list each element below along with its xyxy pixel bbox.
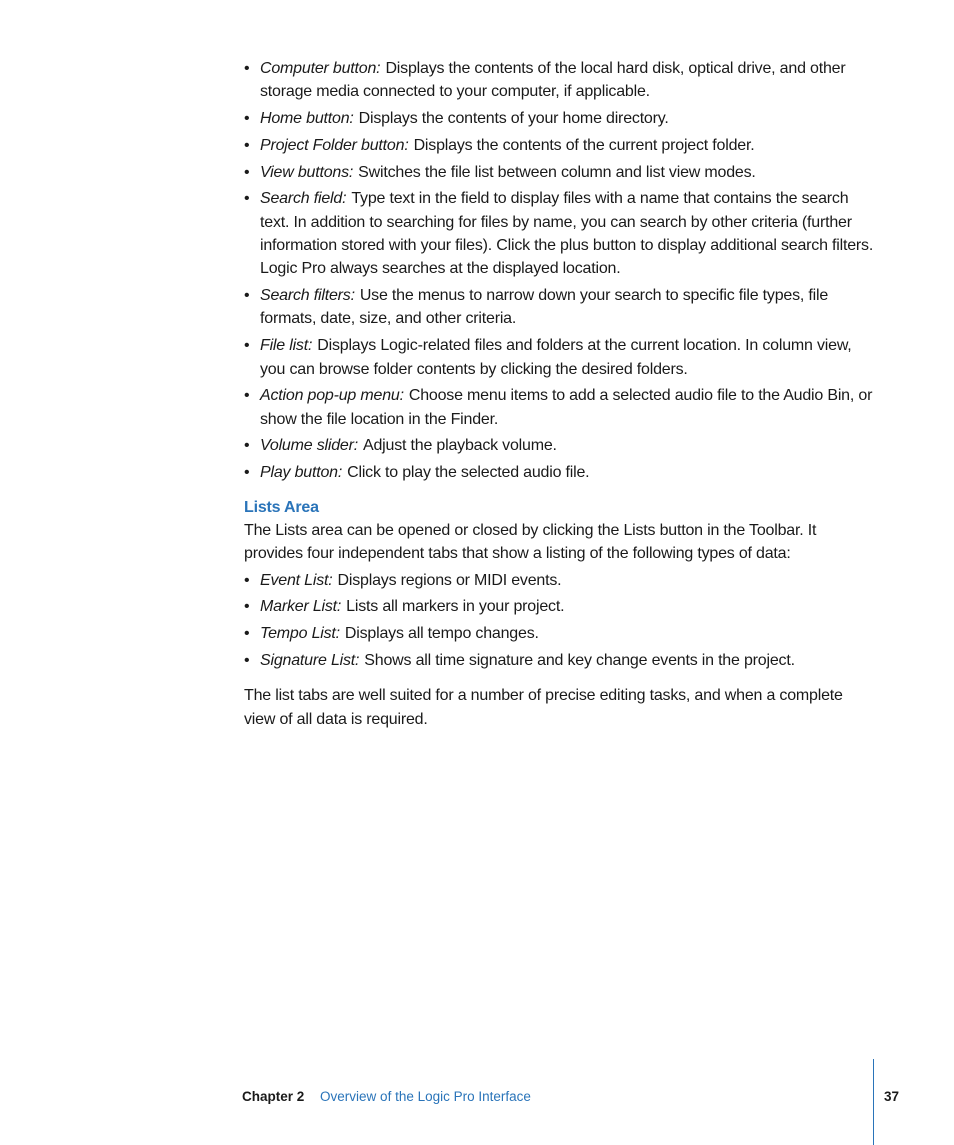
list-item-term: Search filters:: [260, 287, 355, 305]
list-item: [244, 57, 874, 104]
list-item-description: Displays all tempo changes.: [344, 625, 539, 643]
list-item: [244, 461, 874, 484]
list-item-description: Lists all markers in your project.: [346, 598, 565, 616]
bullet-icon: •: [244, 571, 250, 589]
page-number: 37: [884, 1089, 900, 1104]
list-item-description: Switches the file list between column and list view modes.: [358, 163, 756, 181]
section-heading-lists-area: Lists Area: [244, 498, 319, 516]
bullet-icon: •: [244, 625, 250, 643]
interface-bullet-list: [244, 57, 874, 485]
list-item-term: Marker List:: [260, 598, 342, 616]
list-item: [244, 384, 874, 431]
bullet-icon: •: [244, 136, 250, 154]
bullet-icon: •: [244, 387, 250, 405]
list-item: [244, 434, 874, 457]
list-item-term: Computer button:: [260, 60, 381, 77]
lists-area-bullet-list: [244, 569, 874, 673]
list-item: [244, 107, 874, 130]
list-item-term: File list:: [260, 337, 313, 355]
bullet-icon: •: [244, 163, 250, 181]
list-item-term: Play button:: [260, 464, 343, 482]
list-item-term: Action pop-up menu:: [260, 387, 404, 405]
list-item-description: Choose menu items to add a selected audio file to the Audio Bin, or show the file location in the Finder.: [260, 387, 873, 428]
bullet-icon: •: [244, 598, 250, 616]
list-item: [244, 187, 874, 280]
lists-area-closing: The list tabs are well suited for a number of precise editing tasks, and when a complete view of all data is required.: [244, 687, 843, 728]
list-item: [244, 649, 874, 672]
list-item-description: Displays the contents of the local hard disk, optical drive, and other storage media connected to your computer, if applicable.: [260, 60, 846, 101]
list-item: [244, 134, 874, 157]
page-body: [244, 57, 874, 731]
list-item-term: Signature List:: [260, 652, 360, 670]
list-item-description: Shows all time signature and key change events in the project.: [364, 652, 795, 670]
list-item-description: Adjust the playback volume.: [362, 437, 557, 455]
list-item-description: Displays regions or MIDI events.: [337, 571, 562, 589]
bullet-icon: •: [244, 110, 250, 128]
list-item: [244, 161, 874, 184]
bullet-icon: •: [244, 464, 250, 482]
list-item: [244, 284, 874, 331]
list-item-term: Tempo List:: [260, 625, 340, 643]
bullet-icon: •: [244, 437, 250, 455]
list-item: [244, 569, 874, 592]
footer-chapter-label: Chapter 2: [242, 1089, 305, 1104]
list-item-description: Displays Logic-related files and folders at the current location. In column view, you can browse folder contents by clicking the desired folders.: [260, 337, 852, 378]
bullet-icon: •: [244, 190, 250, 208]
list-item: [244, 622, 874, 645]
list-item-description: Type text in the field to display files with a name that contains the search text. In addition to searching for files by name, you can search by other criteria (further information stored with your files). Click the plus button to display additional search filters. Logic Pro always searches at the displayed location.: [260, 190, 874, 278]
list-item-term: Volume slider:: [260, 437, 358, 455]
list-item-term: Search field:: [260, 190, 347, 208]
list-item: [244, 595, 874, 618]
list-item-description: Click to play the selected audio file.: [347, 464, 590, 482]
bullet-icon: •: [244, 337, 250, 355]
bullet-icon: •: [244, 287, 250, 305]
list-item-description: Use the menus to narrow down your search to specific file types, file formats, date, size, and other criteria.: [260, 287, 829, 328]
footer-divider: [873, 1059, 874, 1145]
bullet-icon: •: [244, 60, 250, 77]
bullet-icon: •: [244, 652, 250, 670]
list-item-description: Displays the contents of the current project folder.: [413, 136, 755, 154]
list-item-term: Project Folder button:: [260, 136, 409, 154]
list-item: [244, 334, 874, 381]
page-footer: [242, 1086, 882, 1110]
lists-area-intro: The Lists area can be opened or closed by clicking the Lists button in the Toolbar. It provides four independent tabs that show a listing of the following types of data:: [244, 521, 817, 562]
list-item-term: Event List:: [260, 571, 333, 589]
list-item-term: View buttons:: [260, 163, 354, 181]
footer-chapter-title: Overview of the Logic Pro Interface: [320, 1089, 531, 1104]
list-item-description: Displays the contents of your home directory.: [358, 110, 669, 128]
list-item-term: Home button:: [260, 110, 354, 128]
